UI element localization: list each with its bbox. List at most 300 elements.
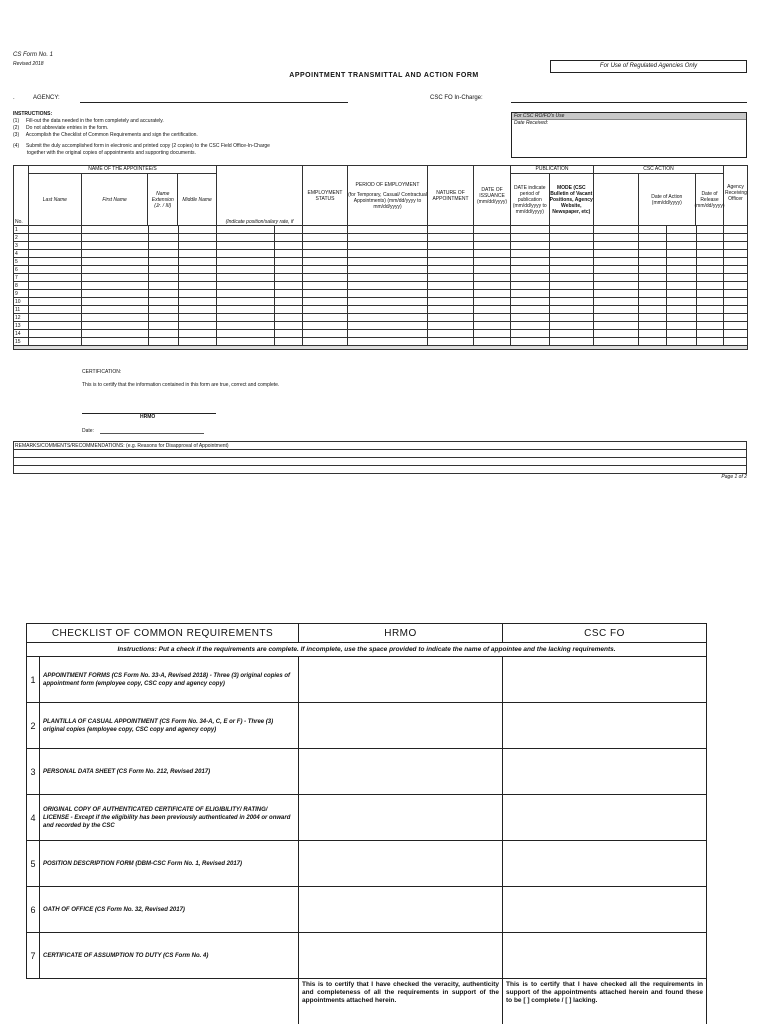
table-cell[interactable]: [275, 274, 303, 282]
table-cell[interactable]: [474, 306, 511, 314]
table-cell[interactable]: [697, 250, 724, 258]
table-cell[interactable]: [149, 322, 179, 330]
table-cell[interactable]: [511, 266, 550, 274]
table-cell[interactable]: [82, 274, 149, 282]
table-cell[interactable]: [697, 306, 724, 314]
table-cell[interactable]: [303, 290, 348, 298]
table-cell[interactable]: [724, 338, 748, 346]
table-cell[interactable]: [275, 250, 303, 258]
remarks-row-3[interactable]: [14, 466, 747, 474]
table-cell[interactable]: [667, 234, 697, 242]
table-cell[interactable]: [594, 274, 639, 282]
table-cell[interactable]: [179, 338, 217, 346]
table-cell[interactable]: [348, 234, 428, 242]
table-cell[interactable]: [697, 242, 724, 250]
table-cell[interactable]: [639, 266, 667, 274]
table-cell[interactable]: [82, 258, 149, 266]
table-cell[interactable]: [667, 258, 697, 266]
table-cell[interactable]: [217, 274, 275, 282]
hrmo-check-cell[interactable]: [299, 841, 503, 887]
table-cell[interactable]: [275, 314, 303, 322]
row-number: 12: [14, 314, 29, 322]
table-cell[interactable]: [149, 242, 179, 250]
table-cell[interactable]: [303, 250, 348, 258]
table-cell[interactable]: [550, 250, 594, 258]
table-cell[interactable]: [667, 282, 697, 290]
table-cell[interactable]: [550, 274, 594, 282]
table-cell[interactable]: [474, 266, 511, 274]
table-cell[interactable]: [348, 258, 428, 266]
table-cell[interactable]: [511, 290, 550, 298]
table-cell[interactable]: [179, 258, 217, 266]
instruction-2: (2) Do not abbreviate entries in the form.: [13, 125, 109, 131]
table-cell[interactable]: [474, 274, 511, 282]
table-cell[interactable]: [275, 290, 303, 298]
table-cell[interactable]: [639, 282, 667, 290]
table-cell[interactable]: [217, 234, 275, 242]
table-cell[interactable]: [428, 298, 474, 306]
csc-fo-check-cell[interactable]: [503, 841, 707, 887]
row-number: 13: [14, 322, 29, 330]
table-cell[interactable]: [667, 322, 697, 330]
table-cell[interactable]: [639, 290, 667, 298]
table-cell[interactable]: [639, 338, 667, 346]
table-cell[interactable]: [667, 330, 697, 338]
checklist-item-number: 3: [27, 749, 40, 795]
table-cell[interactable]: [594, 266, 639, 274]
table-cell[interactable]: [149, 250, 179, 258]
table-cell[interactable]: [82, 338, 149, 346]
table-cell[interactable]: [428, 258, 474, 266]
hrmo-check-cell[interactable]: [299, 703, 503, 749]
table-cell[interactable]: [149, 282, 179, 290]
table-cell[interactable]: [179, 242, 217, 250]
table-cell[interactable]: [303, 242, 348, 250]
table-cell[interactable]: [474, 322, 511, 330]
table-cell[interactable]: [179, 298, 217, 306]
table-cell[interactable]: [724, 226, 748, 234]
table-cell[interactable]: [697, 226, 724, 234]
table-cell[interactable]: [511, 330, 550, 338]
table-cell[interactable]: [550, 306, 594, 314]
table-cell[interactable]: [594, 258, 639, 266]
table-cell[interactable]: [594, 226, 639, 234]
table-cell[interactable]: [667, 226, 697, 234]
table-cell[interactable]: [697, 338, 724, 346]
table-cell[interactable]: [697, 266, 724, 274]
table-cell[interactable]: [29, 314, 82, 322]
table-cell[interactable]: [511, 306, 550, 314]
table-cell[interactable]: [697, 322, 724, 330]
checklist-item-number: 1: [27, 657, 40, 703]
table-cell[interactable]: [29, 306, 82, 314]
table-cell[interactable]: [149, 290, 179, 298]
table-cell[interactable]: [474, 282, 511, 290]
table-cell[interactable]: [724, 250, 748, 258]
table-cell[interactable]: [275, 298, 303, 306]
table-cell[interactable]: [594, 330, 639, 338]
checklist-item-number: 2: [27, 703, 40, 749]
table-cell[interactable]: [82, 306, 149, 314]
table-cell[interactable]: [511, 282, 550, 290]
table-cell[interactable]: [217, 314, 275, 322]
table-cell[interactable]: [550, 258, 594, 266]
table-cell[interactable]: [29, 242, 82, 250]
table-cell[interactable]: [348, 274, 428, 282]
table-cell[interactable]: [179, 274, 217, 282]
table-cell[interactable]: [428, 226, 474, 234]
table-cell[interactable]: [149, 330, 179, 338]
table-cell[interactable]: [179, 234, 217, 242]
table-cell[interactable]: [639, 242, 667, 250]
table-cell[interactable]: [149, 298, 179, 306]
table-cell[interactable]: [667, 266, 697, 274]
table-cell[interactable]: [303, 258, 348, 266]
table-cell[interactable]: [29, 258, 82, 266]
table-cell[interactable]: [511, 298, 550, 306]
table-cell[interactable]: [594, 250, 639, 258]
table-cell[interactable]: [275, 306, 303, 314]
table-cell[interactable]: [348, 298, 428, 306]
table-cell[interactable]: [697, 258, 724, 266]
row-number: 14: [14, 330, 29, 338]
table-cell[interactable]: [639, 226, 667, 234]
table-cell[interactable]: [474, 330, 511, 338]
table-cell[interactable]: [303, 306, 348, 314]
table-cell[interactable]: [639, 298, 667, 306]
table-cell[interactable]: [217, 290, 275, 298]
table-cell[interactable]: [667, 314, 697, 322]
table-cell[interactable]: [29, 330, 82, 338]
table-cell[interactable]: [474, 298, 511, 306]
table-cell[interactable]: [82, 282, 149, 290]
table-cell[interactable]: [474, 250, 511, 258]
table-cell[interactable]: [179, 226, 217, 234]
table-cell[interactable]: [667, 242, 697, 250]
table-cell[interactable]: [594, 306, 639, 314]
table-cell[interactable]: [179, 322, 217, 330]
table-cell[interactable]: [550, 282, 594, 290]
table-cell[interactable]: [179, 306, 217, 314]
table-cell[interactable]: [82, 234, 149, 242]
table-cell[interactable]: [697, 234, 724, 242]
table-cell[interactable]: [428, 282, 474, 290]
table-cell[interactable]: [149, 274, 179, 282]
table-cell[interactable]: [29, 290, 82, 298]
table-cell[interactable]: [217, 306, 275, 314]
table-cell[interactable]: [724, 306, 748, 314]
table-cell[interactable]: [82, 242, 149, 250]
csc-fo-check-cell[interactable]: [503, 887, 707, 933]
table-cell[interactable]: [667, 306, 697, 314]
table-cell[interactable]: [348, 266, 428, 274]
table-cell[interactable]: [724, 266, 748, 274]
csc-fo-check-cell[interactable]: [503, 657, 707, 703]
table-cell[interactable]: [428, 330, 474, 338]
table-cell[interactable]: [511, 314, 550, 322]
table-cell[interactable]: [82, 266, 149, 274]
table-cell[interactable]: [149, 234, 179, 242]
table-cell[interactable]: [348, 226, 428, 234]
table-cell[interactable]: [428, 306, 474, 314]
table-cell[interactable]: [474, 226, 511, 234]
table-cell[interactable]: [179, 266, 217, 274]
table-cell[interactable]: [594, 322, 639, 330]
checklist-item: [27, 933, 707, 979]
table-cell[interactable]: [594, 234, 639, 242]
table-cell[interactable]: [511, 322, 550, 330]
table-cell[interactable]: [428, 250, 474, 258]
table-cell[interactable]: [348, 242, 428, 250]
table-cell[interactable]: [179, 314, 217, 322]
table-cell[interactable]: [217, 266, 275, 274]
table-cell[interactable]: [639, 330, 667, 338]
table-cell[interactable]: [179, 330, 217, 338]
table-cell[interactable]: [474, 338, 511, 346]
table-cell[interactable]: [82, 226, 149, 234]
table-cell[interactable]: [724, 242, 748, 250]
table-cell[interactable]: [217, 338, 275, 346]
table-cell[interactable]: [82, 290, 149, 298]
hrmo-check-cell[interactable]: [299, 933, 503, 979]
table-cell[interactable]: [29, 266, 82, 274]
table-cell[interactable]: [428, 314, 474, 322]
table-cell[interactable]: [724, 298, 748, 306]
table-cell[interactable]: [303, 234, 348, 242]
table-cell[interactable]: [29, 322, 82, 330]
table-cell[interactable]: [275, 242, 303, 250]
table-cell[interactable]: [303, 226, 348, 234]
table-cell[interactable]: [29, 274, 82, 282]
table-cell[interactable]: [594, 314, 639, 322]
table-cell[interactable]: [303, 298, 348, 306]
table-cell[interactable]: [348, 330, 428, 338]
table-cell[interactable]: [348, 282, 428, 290]
checklist-item: [27, 795, 707, 841]
table-cell[interactable]: [474, 258, 511, 266]
table-cell[interactable]: [348, 306, 428, 314]
table-cell[interactable]: [29, 298, 82, 306]
certification-label: CERTIFICATION:: [82, 369, 122, 375]
table-cell[interactable]: [82, 250, 149, 258]
csc-action-label: CSC ACTION: [594, 166, 723, 174]
table-cell[interactable]: [511, 242, 550, 250]
table-cell[interactable]: [550, 338, 594, 346]
table-cell[interactable]: [303, 330, 348, 338]
table-cell[interactable]: [428, 266, 474, 274]
table-cell[interactable]: [697, 290, 724, 298]
table-cell[interactable]: [179, 290, 217, 298]
table-row: [14, 234, 748, 242]
table-cell[interactable]: [149, 226, 179, 234]
table-cell[interactable]: [149, 266, 179, 274]
table-cell[interactable]: [217, 242, 275, 250]
table-cell[interactable]: [511, 250, 550, 258]
table-cell[interactable]: [697, 298, 724, 306]
table-cell[interactable]: [724, 274, 748, 282]
table-cell[interactable]: [550, 290, 594, 298]
table-cell[interactable]: [303, 282, 348, 290]
csc-fo-label: CSC FO In-Charge:: [430, 95, 483, 101]
table-cell[interactable]: [275, 266, 303, 274]
table-cell[interactable]: [724, 330, 748, 338]
table-cell[interactable]: [550, 226, 594, 234]
table-cell[interactable]: [667, 290, 697, 298]
hrmo-check-cell[interactable]: [299, 887, 503, 933]
table-cell[interactable]: [303, 274, 348, 282]
table-cell[interactable]: [639, 322, 667, 330]
agency-label: AGENCY:: [33, 95, 60, 101]
table-cell[interactable]: [428, 234, 474, 242]
table-cell[interactable]: [82, 322, 149, 330]
csc-fo-check-cell[interactable]: [503, 795, 707, 841]
table-cell[interactable]: [29, 338, 82, 346]
table-cell[interactable]: [724, 234, 748, 242]
checklist-item: [27, 749, 707, 795]
name-group-label: NAME OF THE APPOINTEE/S: [29, 166, 216, 174]
hrmo-check-cell[interactable]: [299, 749, 503, 795]
table-cell[interactable]: [275, 234, 303, 242]
row-number: 7: [14, 274, 29, 282]
table-cell[interactable]: [428, 242, 474, 250]
csc-certification: This is to certify that I have checked all the requirements in support of the appointments attached herein and found these to be [ ] complete / [ ] lacking.: [503, 979, 707, 1024]
table-cell[interactable]: [550, 330, 594, 338]
table-cell[interactable]: [149, 258, 179, 266]
table-cell[interactable]: [511, 338, 550, 346]
table-cell[interactable]: [217, 226, 275, 234]
table-cell[interactable]: [217, 282, 275, 290]
cert-date-field[interactable]: [100, 433, 204, 434]
table-cell[interactable]: [348, 314, 428, 322]
table-cell[interactable]: [275, 330, 303, 338]
table-cell[interactable]: [639, 306, 667, 314]
agency-field[interactable]: [80, 102, 348, 103]
table-cell[interactable]: [594, 338, 639, 346]
table-cell[interactable]: [697, 282, 724, 290]
table-cell[interactable]: [82, 330, 149, 338]
table-cell[interactable]: [303, 322, 348, 330]
table-cell[interactable]: [348, 338, 428, 346]
table-cell[interactable]: [639, 258, 667, 266]
table-cell[interactable]: [29, 226, 82, 234]
table-cell[interactable]: [217, 322, 275, 330]
table-cell[interactable]: [697, 274, 724, 282]
table-cell[interactable]: [217, 250, 275, 258]
checklist-item-number: 4: [27, 795, 40, 841]
table-cell[interactable]: [474, 314, 511, 322]
table-cell[interactable]: [550, 322, 594, 330]
csc-fo-check-cell[interactable]: [503, 749, 707, 795]
table-cell[interactable]: [724, 314, 748, 322]
table-row: [14, 306, 748, 314]
table-cell[interactable]: [511, 234, 550, 242]
table-cell[interactable]: [511, 274, 550, 282]
table-cell[interactable]: [29, 250, 82, 258]
hrmo-check-cell[interactable]: [299, 795, 503, 841]
table-cell[interactable]: [474, 234, 511, 242]
hrmo-check-cell[interactable]: [299, 657, 503, 703]
table-cell[interactable]: [594, 242, 639, 250]
table-cell[interactable]: [303, 338, 348, 346]
row-number: 5: [14, 258, 29, 266]
remarks-row-2[interactable]: [14, 458, 747, 466]
remarks-row-1[interactable]: [14, 450, 747, 458]
table-cell[interactable]: [149, 306, 179, 314]
table-cell[interactable]: [474, 242, 511, 250]
table-cell[interactable]: [275, 338, 303, 346]
table-cell[interactable]: [303, 266, 348, 274]
table-cell[interactable]: [639, 314, 667, 322]
table-cell[interactable]: [428, 338, 474, 346]
table-cell[interactable]: [179, 250, 217, 258]
table-cell[interactable]: [639, 250, 667, 258]
checklist-instructions: Instructions: Put a check if the requirements are complete. If incomplete, use the space provided to indicate the name of appointee and the lacking requirements.: [27, 643, 707, 657]
table-cell[interactable]: [149, 338, 179, 346]
table-cell[interactable]: [82, 298, 149, 306]
table-cell[interactable]: [511, 258, 550, 266]
table-cell[interactable]: [217, 298, 275, 306]
csc-fo-check-cell[interactable]: [503, 703, 707, 749]
table-cell[interactable]: [550, 314, 594, 322]
table-cell[interactable]: [217, 330, 275, 338]
table-cell[interactable]: [217, 258, 275, 266]
table-cell[interactable]: [29, 282, 82, 290]
table-cell[interactable]: [149, 314, 179, 322]
table-cell[interactable]: [82, 314, 149, 322]
appointees-table: [13, 165, 748, 350]
table-cell[interactable]: [724, 290, 748, 298]
table-cell[interactable]: [348, 322, 428, 330]
table-cell[interactable]: [275, 322, 303, 330]
table-cell[interactable]: [550, 234, 594, 242]
table-cell[interactable]: [550, 242, 594, 250]
table-cell[interactable]: [275, 282, 303, 290]
table-cell[interactable]: [639, 234, 667, 242]
table-cell[interactable]: [275, 258, 303, 266]
table-cell[interactable]: [697, 330, 724, 338]
table-cell[interactable]: [594, 290, 639, 298]
table-cell[interactable]: [697, 314, 724, 322]
table-cell[interactable]: [428, 290, 474, 298]
table-cell[interactable]: [639, 274, 667, 282]
table-cell[interactable]: [428, 322, 474, 330]
table-cell[interactable]: [550, 266, 594, 274]
table-cell[interactable]: [348, 290, 428, 298]
table-cell[interactable]: [303, 314, 348, 322]
csc-fo-field[interactable]: [511, 102, 747, 103]
table-cell[interactable]: [667, 338, 697, 346]
table-cell[interactable]: [511, 226, 550, 234]
table-cell[interactable]: [179, 282, 217, 290]
table-cell[interactable]: [348, 250, 428, 258]
table-cell[interactable]: [29, 234, 82, 242]
table-cell[interactable]: [550, 298, 594, 306]
table-cell[interactable]: [667, 274, 697, 282]
csc-fo-check-cell[interactable]: [503, 933, 707, 979]
table-cell[interactable]: [667, 298, 697, 306]
table-cell[interactable]: [594, 298, 639, 306]
table-cell[interactable]: [428, 274, 474, 282]
table-cell[interactable]: [724, 258, 748, 266]
checklist-item-number: 6: [27, 887, 40, 933]
table-row: [14, 330, 748, 338]
table-cell[interactable]: [474, 290, 511, 298]
table-cell[interactable]: [724, 322, 748, 330]
table-cell[interactable]: [724, 282, 748, 290]
table-cell[interactable]: [594, 282, 639, 290]
table-cell[interactable]: [275, 226, 303, 234]
table-cell[interactable]: [667, 250, 697, 258]
